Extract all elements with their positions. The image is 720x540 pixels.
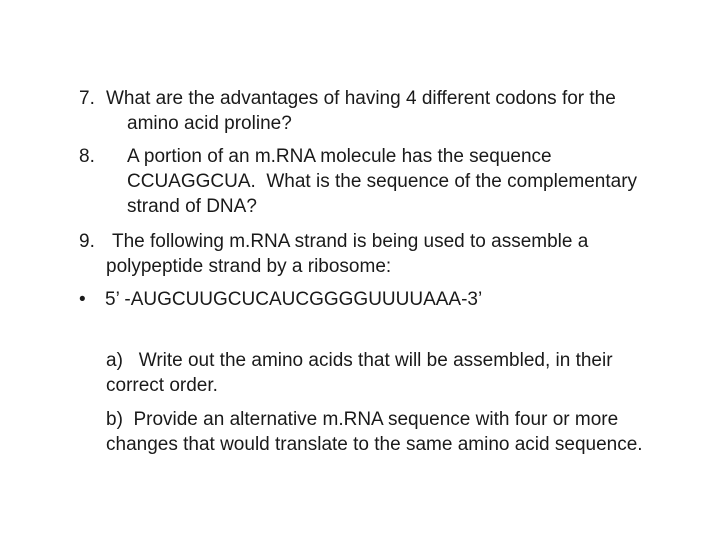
subpart-b [106,407,696,457]
question-8 [79,144,679,219]
subpart-text-line: correct order. [106,375,218,396]
question-text-line: polypeptide strand by a ribosome: [106,256,392,277]
question-9 [79,229,679,279]
mrna-sequence-item [79,287,679,312]
question-7 [79,86,679,136]
subpart-text-line: b) Provide an alternative m.RNA sequence with four or more [106,409,619,430]
subpart-text-line: a) Write out the amino acids that will be assembled, in their [106,350,613,371]
question-text-line: strand of DNA? [127,196,257,217]
question-text-line: The following m.RNA strand is being used to assemble a [112,231,589,252]
question-text-line: A portion of an m.RNA molecule has the sequence [127,146,552,167]
question-text-line: amino acid proline? [127,113,292,134]
question-number: 8. [79,146,95,167]
subpart-a [106,348,696,398]
question-text-line: CCUAGGCUA. What is the sequence of the complementary [127,171,638,192]
subpart-text-line: changes that would translate to the same amino acid sequence. [106,434,643,455]
bullet-icon: • [79,289,86,310]
question-number: 9. [79,231,95,252]
question-text-line: What are the advantages of having 4 different codons for the [106,88,616,109]
mrna-sequence-text: 5’ -AUGCUUGCUCAUCGGGGUUUUAAA-3’ [105,289,483,310]
question-number: 7. [79,88,95,109]
